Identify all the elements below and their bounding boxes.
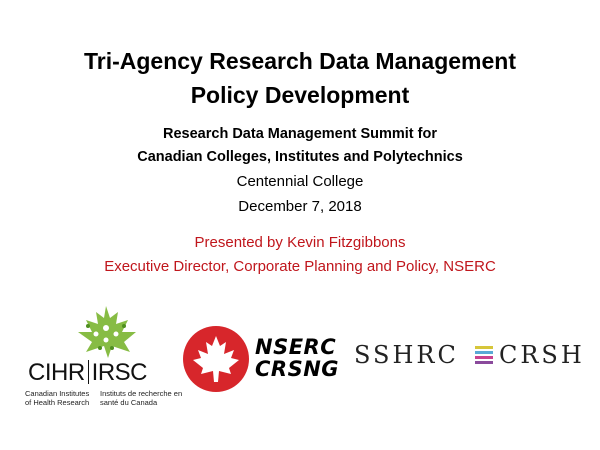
- cihr-acronym-en: CIHR: [28, 359, 85, 386]
- cihr-leaf-icon: [66, 304, 146, 360]
- presenter-name: Presented by Kevin Fitzgibbons: [194, 234, 406, 251]
- sshrc-bar-blue: [475, 351, 493, 354]
- sshrc-bar-magenta: [475, 356, 493, 359]
- cihr-name-en: Canadian Institutes of Health Research: [25, 389, 90, 407]
- sshrc-acronym-fr: CRSH: [499, 341, 585, 369]
- sshrc-bar-purple: [475, 361, 493, 364]
- event-venue: Centennial College: [236, 173, 364, 190]
- cihr-logo: [22, 304, 192, 414]
- slide-title-line2: Policy Development: [190, 82, 410, 108]
- cihr-divider: [88, 360, 89, 384]
- nserc-logo: [181, 324, 341, 394]
- slide-title-line1: Tri-Agency Research Data Management: [83, 48, 517, 74]
- cihr-name-fr: Instituts de recherche en santé du Canada: [100, 389, 183, 407]
- sshrc-bars-icon: [475, 346, 493, 366]
- nserc-acronym-en: NSERC: [255, 335, 337, 359]
- nserc-acronym-fr: CRSNG: [255, 357, 340, 381]
- maple-leaf-icon: [181, 324, 251, 394]
- event-line1: Research Data Management Summit for: [163, 126, 437, 142]
- presenter-title: Executive Director, Corporate Planning and Policy, NSERC: [104, 258, 496, 275]
- sshrc-bar-yellow: [475, 346, 493, 349]
- sshrc-acronym-en: SSHRC: [354, 341, 459, 369]
- sshrc-logo: [354, 341, 594, 371]
- event-date: December 7, 2018: [238, 198, 362, 215]
- cihr-wordmark: [28, 360, 147, 386]
- cihr-acronym-fr: IRSC: [91, 359, 148, 386]
- event-line2: Canadian Colleges, Institutes and Polytechnics: [137, 149, 463, 165]
- nserc-wordmark: [255, 336, 339, 380]
